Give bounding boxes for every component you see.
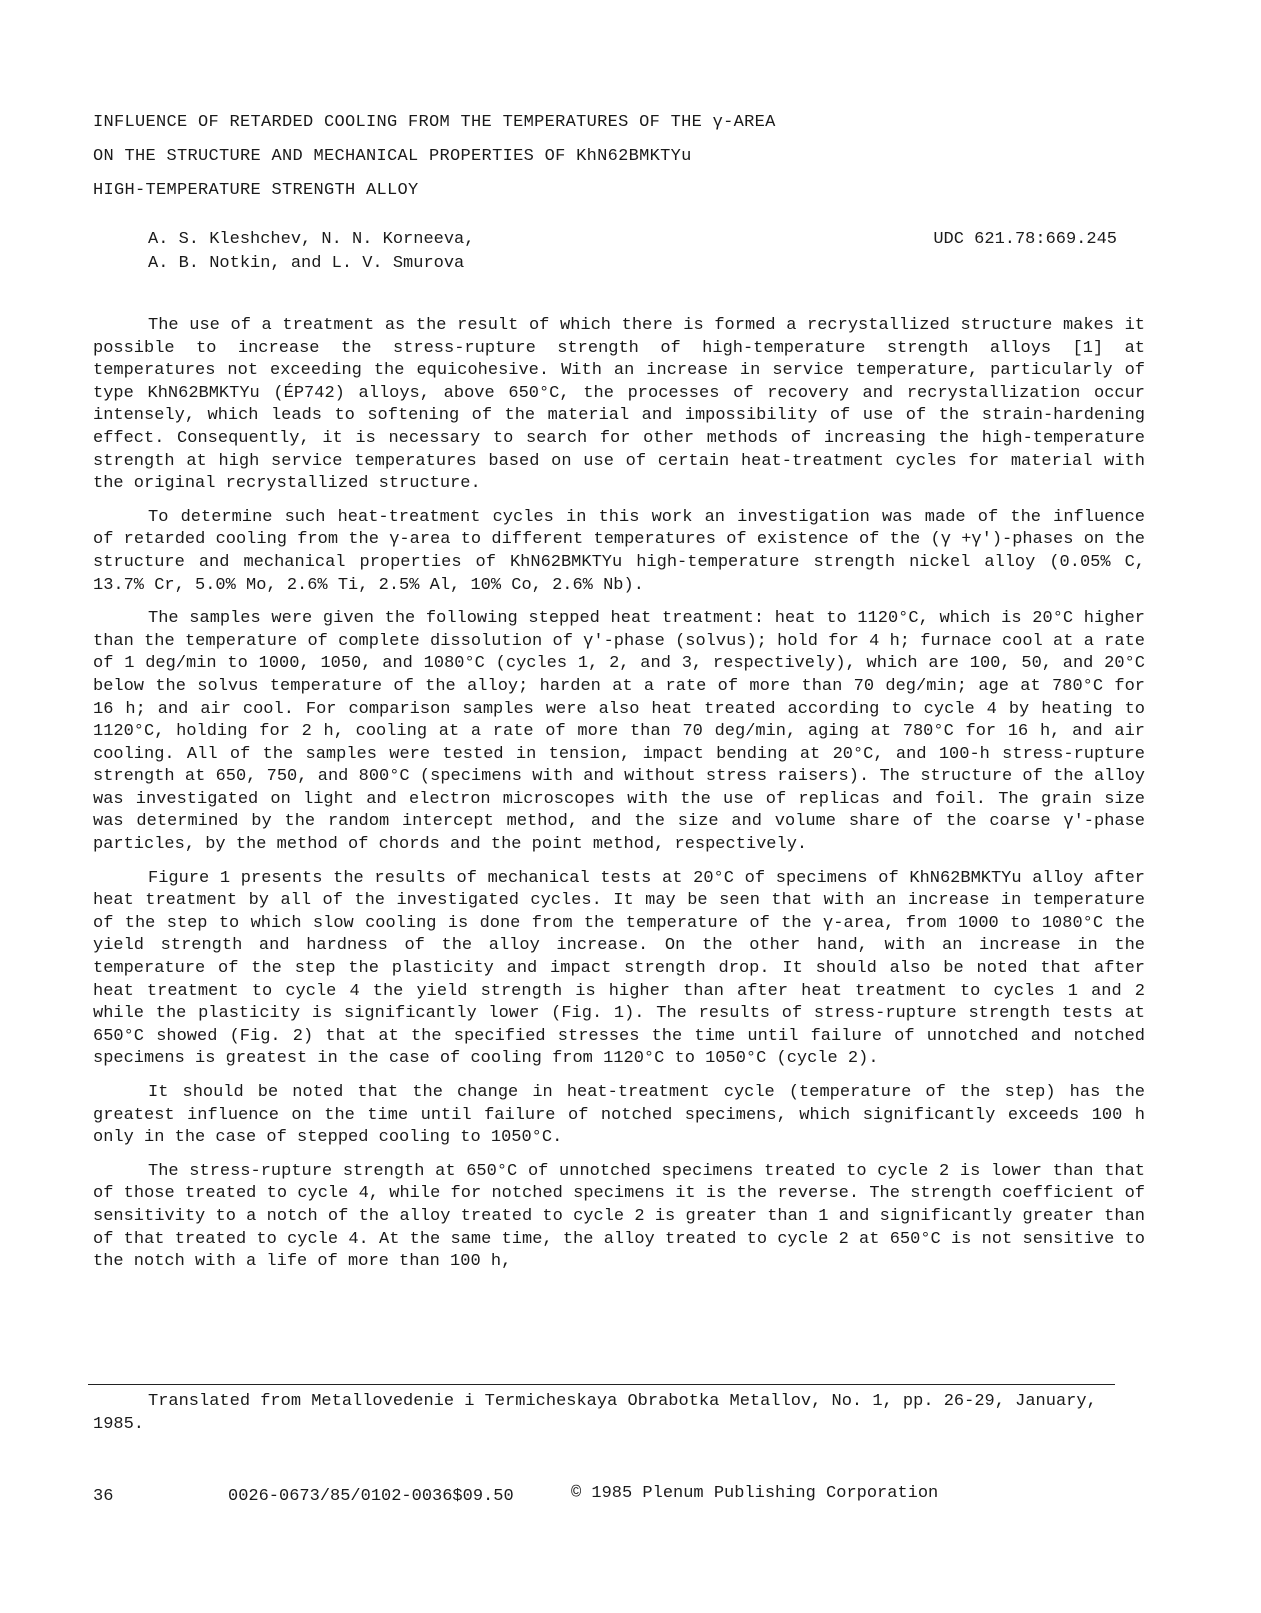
copyright-notice: © 1985 Plenum Publishing Corporation bbox=[571, 1484, 939, 1503]
author-list bbox=[148, 228, 474, 276]
page-number: 36 bbox=[93, 1487, 114, 1506]
paragraph-1: The use of a treatment as the result of which there is formed a recrystallized structure makes it possible to increase the stress-rupture strength of high-temperature strength alloys [1] at temperatures not exceeding the equicohesive. With an increase in service temperature, particularly of type KhN62BMKTYu (ÉP742) alloys, above 650°C, the processes of recovery and recrystallization occur intensely, which leads to softening of the material and impossibility of use of the strain-hardening effect. Consequently, it is necessary to search for other methods of increasing the high-temperature strength at high service temperatures based on use of certain heat-treatment cycles for material with the original recrystallized structure. bbox=[93, 316, 1145, 494]
paragraph-2: To determine such heat-treatment cycles in this work an investigation was made of the influence of retarded cooling from the γ-area to different temperatures of existence of the (γ +γ')-phases on the structure and mechanical properties of KhN62BMKTYu high-temperature strength nickel alloy (0.05% C, 13.7% Cr, 5.0% Mo, 2.6% Ti, 2.5% Al, 10% Co, 2.6% Nb). bbox=[93, 507, 1145, 595]
paragraph-5: It should be noted that the change in heat-treatment cycle (temperature of the step) has the greatest influence on the time until failure of notched specimens, which significantly exceeds 100 h only in the case of stepped cooling to 1050°C. bbox=[93, 1083, 1145, 1148]
authors-line-2: A. B. Notkin, and L. V. Smurova bbox=[148, 254, 465, 273]
udc-code: UDC 621.78:669.245 bbox=[933, 230, 1117, 249]
publication-code: 0026-0673/85/0102-0036$09.50 bbox=[228, 1487, 514, 1506]
paragraph-4: Figure 1 presents the results of mechanical tests at 20°C of specimens of KhN62BMKTYu alloy after heat treatment by all of the investigated cycles. It may be seen that with an increase in temperature of the step to which slow cooling is done from the temperature of the γ-area, from 1000 to 1080°C the yield strength and hardness of the alloy increase. On the other hand, with an increase in the temperature of the step the plasticity and impact strength drop. It should also be noted that after heat treatment to cycle 4 the yield strength is higher than after heat treatment to cycles 1 and 2 while the plasticity is significantly lower (Fig. 1). The results of stress-rupture strength tests at 650°C showed (Fig. 2) that at the specified stresses the time until failure of unnotched and notched specimens is greatest in the case of cooling from 1120°C to 1050°C (cycle 2). bbox=[93, 868, 1145, 1069]
footnote-divider bbox=[88, 1384, 1115, 1385]
title-line-2: ON THE STRUCTURE AND MECHANICAL PROPERTIES OF KhN62BMKTYu bbox=[93, 147, 692, 166]
title-line-3: HIGH-TEMPERATURE STRENGTH ALLOY bbox=[93, 181, 419, 200]
article-title bbox=[93, 112, 776, 214]
paragraph-6: The stress-rupture strength at 650°C of unnotched specimens treated to cycle 2 is lower than that of those treated to cycle 4, while for notched specimens it is the reverse. The strength coefficient of sensitivity to a notch of the alloy treated to cycle 2 is greater than 1 and significantly greater than of that treated to cycle 4. At the same time, the alloy treated to cycle 2 at 650°C is not sensitive to the notch with a life of more than 100 h, bbox=[93, 1161, 1145, 1272]
translation-footnote: Translated from Metallovedenie i Termicheskaya Obrabotka Metallov, No. 1, pp. 26-29, January, 1985. bbox=[93, 1392, 1097, 1434]
article-body bbox=[93, 315, 1145, 1285]
title-line-1: INFLUENCE OF RETARDED COOLING FROM THE TEMPERATURES OF THE γ-AREA bbox=[93, 113, 776, 132]
paragraph-3: The samples were given the following stepped heat treatment: heat to 1120°C, which is 20°C higher than the temperature of complete dissolution of γ'-phase (solvus); hold for 4 h; furnace cool at a rate of 1 deg/min to 1000, 1050, and 1080°C (cycles 1, 2, and 3, respectively), which are 100, 50, and 20°C below the solvus temperature of the alloy; harden at a rate of more than 70 deg/min; age at 780°C for 16 h; and air cool. For comparison samples were also heat treated according to cycle 4 by heating to 1120°C, holding for 2 h, cooling at a rate of more than 70 deg/min, aging at 780°C for 16 h, and air cooling. All of the samples were tested in tension, impact bending at 20°C, and 100-h stress-rupture strength at 650, 750, and 800°C (specimens with and without stress raisers). The structure of the alloy was investigated on light and electron microscopes with the use of replicas and foil. The grain size was determined by the random intercept method, and the size and volume share of the coarse γ'-phase particles, by the method of chords and the point method, respectively. bbox=[93, 609, 1145, 855]
authors-line-1: A. S. Kleshchev, N. N. Korneeva, bbox=[148, 230, 475, 249]
